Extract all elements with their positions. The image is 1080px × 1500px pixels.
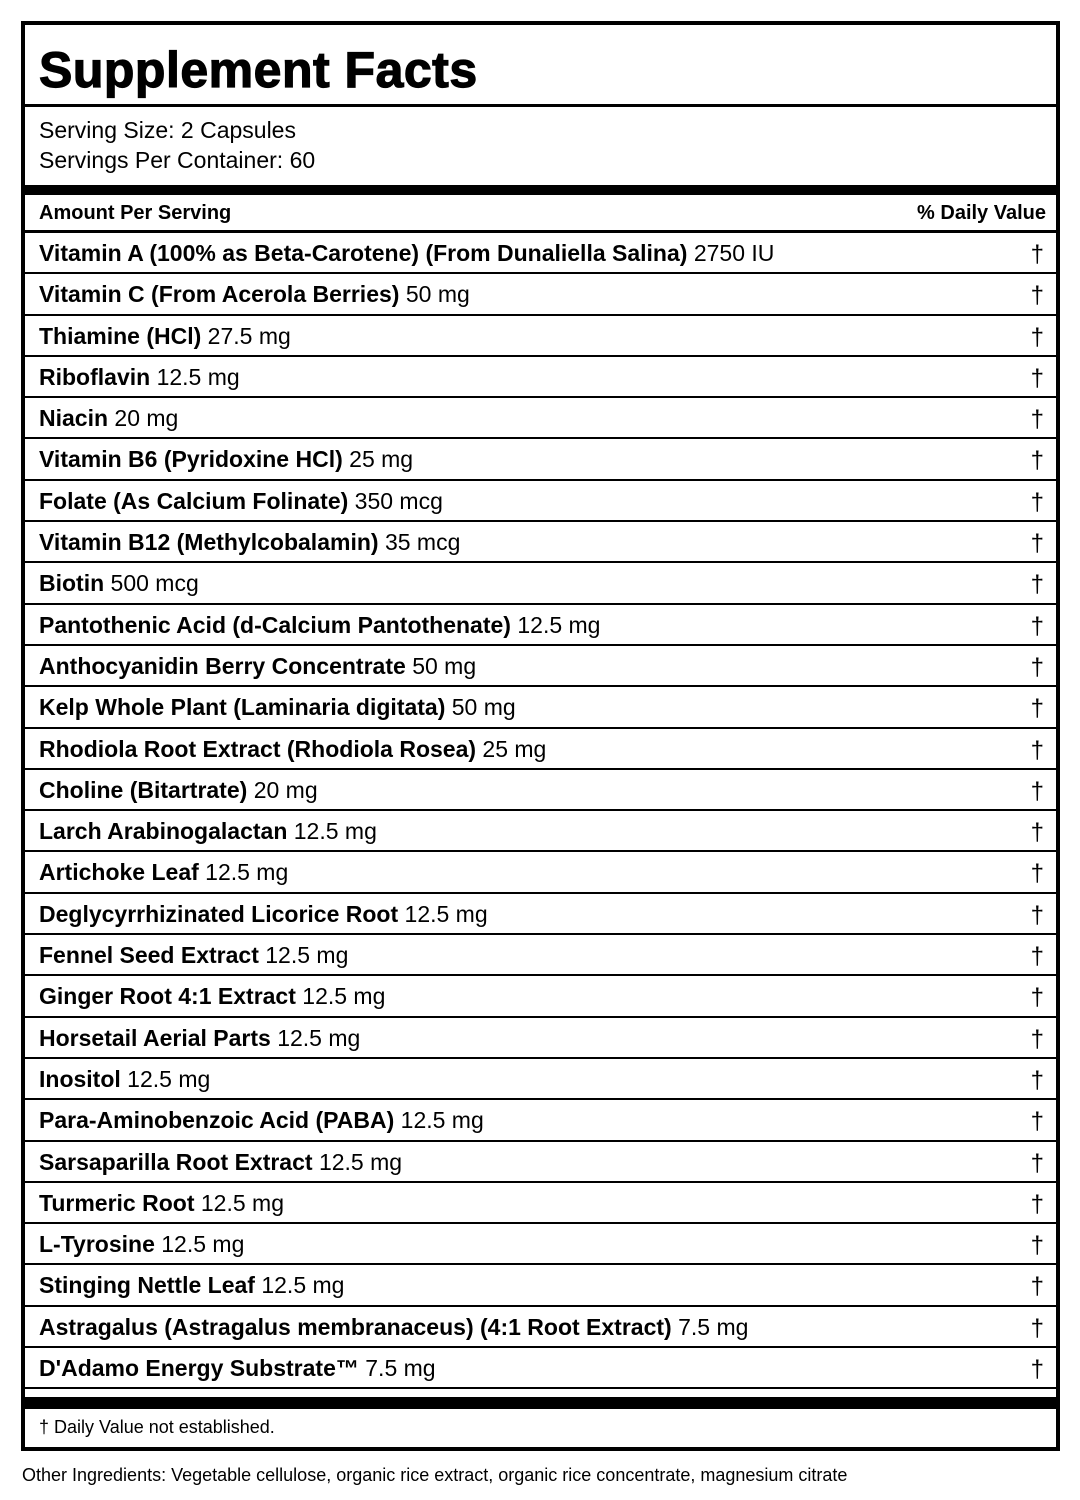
daily-value-dagger: † bbox=[1030, 653, 1044, 681]
nutrient-name bbox=[39, 694, 516, 721]
nutrient-amount: 12.5 mg bbox=[293, 818, 377, 845]
nutrient-label: Turmeric Root bbox=[39, 1189, 195, 1216]
nutrient-label: Stinging Nettle Leaf bbox=[39, 1272, 255, 1299]
daily-value-dagger: † bbox=[1030, 695, 1044, 723]
nutrient-label: Para-Aminobenzoic Acid (PABA) bbox=[39, 1107, 395, 1134]
daily-value-dagger: † bbox=[1030, 1025, 1044, 1053]
nutrient-name bbox=[39, 1107, 484, 1134]
table-row bbox=[25, 976, 1056, 1017]
nutrient-name bbox=[39, 612, 600, 639]
nutrient-label: Vitamin B6 (Pyridoxine HCl) bbox=[39, 446, 343, 473]
nutrient-name bbox=[39, 653, 476, 680]
nutrient-amount: 12.5 mg bbox=[302, 983, 386, 1010]
table-row bbox=[25, 1224, 1056, 1265]
nutrient-amount: 12.5 mg bbox=[265, 942, 349, 969]
nutrient-label: Rhodiola Root Extract (Rhodiola Rosea) bbox=[39, 735, 477, 762]
nutrient-name bbox=[39, 1066, 210, 1093]
nutrient-label: Kelp Whole Plant (Laminaria digitata) bbox=[39, 694, 446, 721]
daily-value-dagger: † bbox=[1030, 530, 1044, 558]
divider-thick bbox=[25, 1397, 1056, 1409]
nutrient-amount: 12.5 mg bbox=[261, 1272, 345, 1299]
table-row bbox=[25, 1348, 1056, 1389]
nutrient-amount: 50 mg bbox=[412, 652, 477, 679]
daily-value-dagger: † bbox=[1030, 323, 1044, 351]
nutrient-label: Riboflavin bbox=[39, 363, 151, 390]
nutrient-amount: 25 mg bbox=[349, 446, 414, 473]
table-row bbox=[25, 1307, 1056, 1348]
nutrient-name bbox=[39, 240, 774, 267]
footnote: † Daily Value not established. bbox=[39, 1417, 275, 1437]
daily-value-dagger: † bbox=[1030, 571, 1044, 599]
nutrient-amount: 12.5 mg bbox=[404, 900, 488, 927]
nutrient-label: Choline (Bitartrate) bbox=[39, 776, 248, 803]
nutrient-label: Pantothenic Acid (d-Calcium Pantothenate) bbox=[39, 611, 511, 638]
nutrient-amount: 12.5 mg bbox=[156, 363, 240, 390]
nutrient-name bbox=[39, 901, 488, 928]
nutrient-label: Ginger Root 4:1 Extract bbox=[39, 983, 296, 1010]
nutrient-name bbox=[39, 323, 291, 350]
nutrient-name bbox=[39, 1025, 360, 1052]
daily-value-dagger: † bbox=[1030, 488, 1044, 516]
nutrient-label: Biotin bbox=[39, 570, 105, 597]
nutrient-amount: 50 mg bbox=[405, 281, 470, 308]
nutrient-name bbox=[39, 818, 377, 845]
table-row bbox=[25, 316, 1056, 357]
serving-info bbox=[25, 107, 1056, 185]
table-row bbox=[25, 563, 1056, 604]
table-row bbox=[25, 274, 1056, 315]
nutrient-label: Anthocyanidin Berry Concentrate bbox=[39, 652, 406, 679]
daily-value-dagger: † bbox=[1030, 1273, 1044, 1301]
table-row bbox=[25, 646, 1056, 687]
daily-value-header: % Daily Value bbox=[917, 202, 1046, 224]
nutrient-label: Vitamin C (From Acerola Berries) bbox=[39, 281, 400, 308]
nutrient-amount: 2750 IU bbox=[693, 240, 775, 266]
daily-value-dagger: † bbox=[1030, 1314, 1044, 1342]
nutrient-name bbox=[39, 281, 470, 308]
table-row bbox=[25, 852, 1056, 893]
daily-value-dagger: † bbox=[1030, 736, 1044, 764]
serving-size: Serving Size: 2 Capsules bbox=[39, 117, 296, 143]
nutrient-name bbox=[39, 405, 178, 432]
daily-value-dagger: † bbox=[1030, 447, 1044, 475]
nutrient-label: Fennel Seed Extract bbox=[39, 942, 259, 969]
table-row bbox=[25, 1018, 1056, 1059]
servings-per-container: Servings Per Container: 60 bbox=[39, 147, 316, 173]
table-row bbox=[25, 1059, 1056, 1100]
nutrient-amount: 7.5 mg bbox=[678, 1313, 749, 1340]
daily-value-dagger: † bbox=[1030, 901, 1044, 929]
daily-value-dagger: † bbox=[1030, 1190, 1044, 1218]
nutrient-label: Inositol bbox=[39, 1065, 121, 1092]
nutrient-amount: 500 mcg bbox=[110, 570, 199, 597]
nutrient-name bbox=[39, 1190, 284, 1217]
nutrient-name bbox=[39, 1149, 402, 1176]
nutrient-name bbox=[39, 1272, 344, 1299]
nutrient-amount: 12.5 mg bbox=[127, 1065, 211, 1092]
nutrient-label: Vitamin A (100% as Beta-Carotene) (From Dunaliella Salina) bbox=[39, 240, 688, 266]
nutrient-label: D'Adamo Energy Substrate™ bbox=[39, 1355, 359, 1382]
nutrient-name bbox=[39, 942, 348, 969]
nutrient-label: Folate (As Calcium Folinate) bbox=[39, 487, 349, 514]
nutrient-amount: 35 mcg bbox=[384, 529, 461, 556]
nutrient-amount: 50 mg bbox=[451, 694, 516, 721]
nutrient-amount: 27.5 mg bbox=[207, 322, 291, 349]
daily-value-dagger: † bbox=[1030, 1232, 1044, 1260]
daily-value-dagger: † bbox=[1030, 1108, 1044, 1136]
nutrient-label: Horsetail Aerial Parts bbox=[39, 1024, 271, 1051]
daily-value-dagger: † bbox=[1030, 241, 1044, 268]
table-row bbox=[25, 811, 1056, 852]
table-row bbox=[25, 1100, 1056, 1141]
nutrient-amount: 12.5 mg bbox=[161, 1231, 245, 1258]
nutrient-amount: 12.5 mg bbox=[205, 859, 289, 886]
nutrient-name bbox=[39, 1355, 436, 1382]
daily-value-dagger: † bbox=[1030, 819, 1044, 847]
nutrient-label: Vitamin B12 (Methylcobalamin) bbox=[39, 529, 379, 556]
table-row bbox=[25, 1142, 1056, 1183]
nutrient-label: Sarsaparilla Root Extract bbox=[39, 1148, 313, 1175]
page-title: Supplement Facts bbox=[39, 42, 478, 98]
nutrient-name bbox=[39, 859, 288, 886]
nutrient-name bbox=[39, 488, 443, 515]
nutrient-label: Artichoke Leaf bbox=[39, 859, 199, 886]
nutrient-label: Astragalus (Astragalus membranaceus) (4:1 Root Extract) bbox=[39, 1313, 672, 1340]
nutrient-amount: 12.5 mg bbox=[318, 1148, 403, 1175]
nutrient-name bbox=[39, 446, 413, 473]
nutrient-name bbox=[39, 777, 318, 804]
nutrient-amount: 7.5 mg bbox=[365, 1355, 436, 1382]
daily-value-dagger: † bbox=[1030, 984, 1044, 1012]
other-ingredients: Other Ingredients: Vegetable cellulose, organic rice extract, organic rice concentrate, magnesium citrate bbox=[22, 1465, 848, 1485]
table-row bbox=[25, 439, 1056, 480]
nutrient-name bbox=[39, 1314, 748, 1341]
table-row bbox=[25, 522, 1056, 563]
nutrient-amount: 350 mcg bbox=[354, 487, 443, 514]
table-row bbox=[25, 398, 1056, 439]
table-row bbox=[25, 1265, 1056, 1306]
table-header bbox=[25, 195, 1056, 233]
daily-value-dagger: † bbox=[1030, 943, 1044, 971]
nutrient-amount: 12.5 mg bbox=[277, 1024, 361, 1051]
nutrient-label: Larch Arabinogalactan bbox=[39, 818, 288, 845]
nutrient-name bbox=[39, 364, 240, 391]
daily-value-dagger: † bbox=[1030, 1066, 1044, 1094]
daily-value-dagger: † bbox=[1030, 1356, 1044, 1384]
nutrient-table bbox=[25, 233, 1056, 1389]
nutrient-name bbox=[39, 736, 546, 763]
table-row bbox=[25, 357, 1056, 398]
supplement-facts-panel bbox=[21, 21, 1060, 1451]
nutrient-amount: 12.5 mg bbox=[517, 611, 601, 638]
table-row bbox=[25, 233, 1056, 274]
nutrient-name bbox=[39, 1231, 244, 1258]
daily-value-dagger: † bbox=[1030, 406, 1044, 434]
divider-thick bbox=[25, 185, 1056, 195]
daily-value-dagger: † bbox=[1030, 282, 1044, 310]
nutrient-amount: 20 mg bbox=[114, 405, 179, 432]
nutrient-label: L-Tyrosine bbox=[39, 1231, 155, 1258]
table-row bbox=[25, 729, 1056, 770]
nutrient-amount: 12.5 mg bbox=[200, 1189, 284, 1216]
table-row bbox=[25, 1183, 1056, 1224]
nutrient-label: Thiamine (HCl) bbox=[39, 322, 202, 349]
title-section bbox=[25, 25, 1056, 107]
nutrient-amount: 25 mg bbox=[482, 735, 547, 762]
nutrient-name bbox=[39, 983, 385, 1010]
nutrient-label: Niacin bbox=[39, 405, 109, 432]
table-row bbox=[25, 894, 1056, 935]
table-row bbox=[25, 935, 1056, 976]
table-row bbox=[25, 605, 1056, 646]
nutrient-label: Deglycyrrhizinated Licorice Root bbox=[39, 900, 399, 927]
amount-per-serving-header: Amount Per Serving bbox=[39, 202, 232, 224]
daily-value-dagger: † bbox=[1030, 1149, 1044, 1177]
nutrient-amount: 12.5 mg bbox=[400, 1107, 484, 1134]
nutrient-name bbox=[39, 570, 199, 597]
daily-value-dagger: † bbox=[1030, 777, 1044, 805]
daily-value-dagger: † bbox=[1030, 364, 1044, 392]
table-row bbox=[25, 770, 1056, 811]
daily-value-dagger: † bbox=[1030, 860, 1044, 888]
nutrient-amount: 20 mg bbox=[253, 776, 318, 803]
table-row bbox=[25, 481, 1056, 522]
table-row bbox=[25, 687, 1056, 728]
daily-value-dagger: † bbox=[1030, 612, 1044, 640]
nutrient-name bbox=[39, 529, 460, 556]
